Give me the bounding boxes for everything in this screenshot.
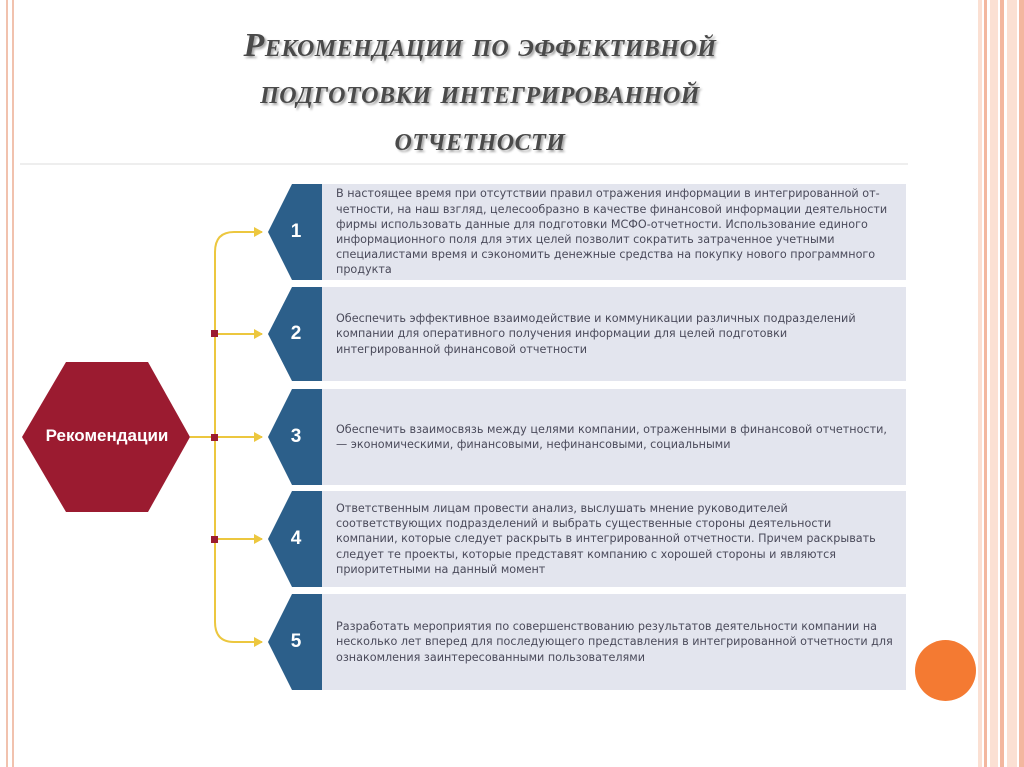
recommendation-text-1: В настоящее время при отсутствии правил отражения информации в интегрированной от-четности, на наш взгляд, целесообразно в качестве финансовой информации деятельности фирмы использовать данные для подготовки МСФО-отчетности. Использование единого информационного поля для этих целей позволит сократить затраченное учетными специалистами время и сэкономить денежные средства на покупку нового программного продукта: [336, 187, 888, 277]
recommendation-box-1: [322, 184, 906, 280]
recommendation-box-4: [322, 491, 906, 587]
title-line-2: подготовки интегрированной: [260, 74, 700, 111]
junction-marker: [211, 434, 218, 441]
recommendation-text-3: Обеспечить взаимосвязь между целями компании, отраженными в финансовой отчетности, — экономическими, финансовыми, нефинансовыми, социальными: [336, 422, 887, 451]
title-line-3: отчетности: [394, 121, 566, 158]
recommendation-box-2: [322, 287, 906, 381]
connector-lines: [190, 232, 262, 642]
item-number-4: 4: [290, 528, 302, 549]
recommendation-box-5: [322, 594, 906, 690]
recommendation-box-3: [322, 389, 906, 485]
recommendation-text-4: Ответственным лицам провести анализ, выслушать мнение руководителей соответствующих подразделений и выбрать существенные стороны деятельности компании, которые следует раскрыть в интегрированной отчетности. Причем раскрывать следует те проекты, которые представят компанию с хорошей стороны и являются приоритетными на данный момент: [336, 501, 876, 576]
item-number-5: 5: [290, 631, 302, 652]
item-number-2: 2: [290, 323, 302, 344]
junction-marker: [211, 536, 218, 543]
recommendation-text-5: Разработать мероприятия по совершенствованию результатов деятельности компании на несколько лет вперед для последующего представления в интегрированной отчетности для ознакомления заинтересованными пользователями: [336, 620, 893, 664]
item-number-1: 1: [290, 221, 302, 242]
junction-marker: [211, 330, 218, 337]
center-label: Рекомендации: [45, 426, 169, 445]
recommendation-text-2: Обеспечить эффективное взаимодействие и коммуникации различных подразделений компании для оперативного получения информации для целей подготовки интегрированной финансовой отчетности: [336, 312, 856, 356]
item-number-3: 3: [290, 426, 302, 447]
accent-circle: [915, 640, 976, 701]
title-line-1: Рекомендации по эффективной: [243, 27, 717, 64]
